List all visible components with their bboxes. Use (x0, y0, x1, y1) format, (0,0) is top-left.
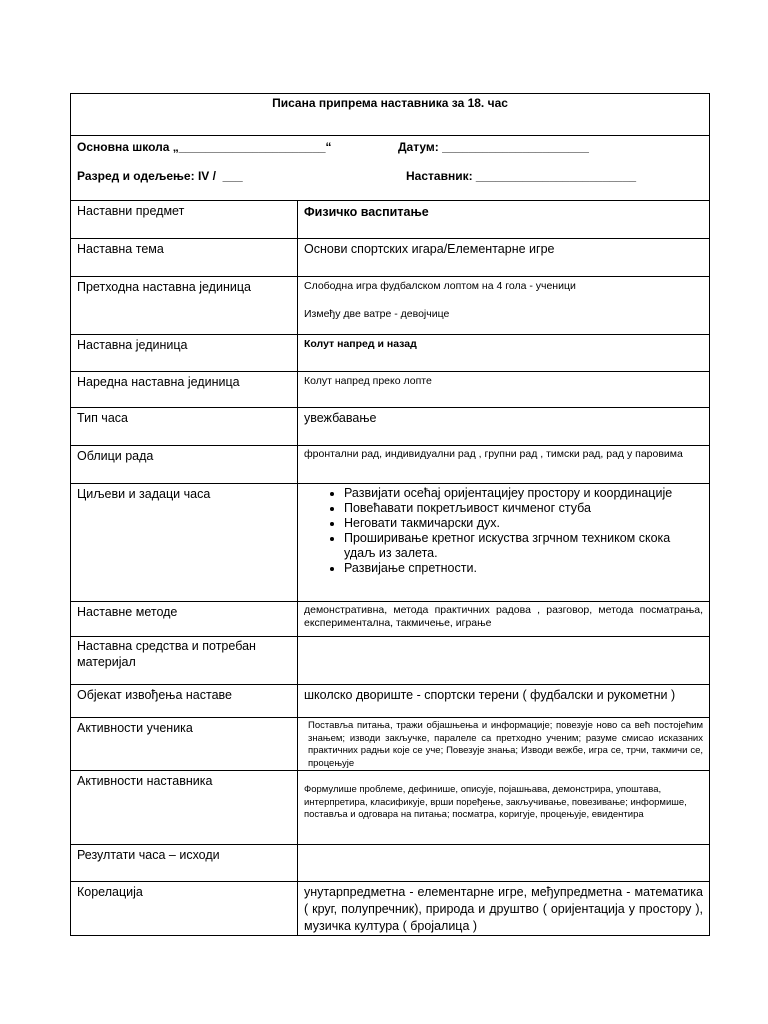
row-value: Физичко васпитање (298, 201, 710, 239)
previous-unit-line-2: Између две ватре - девојчице (304, 308, 450, 320)
header-title-cell (71, 94, 710, 136)
row-topic (71, 239, 710, 277)
row-label: Наставни предмет (71, 201, 298, 239)
row-value (298, 845, 710, 882)
row-value: Формулише проблеме, дефинише, описује, појашњава, демонстрира, упоштава, интерпретира, класификује, врши поређење, закључивање, повезивање; информише, поставља и одговара на питања; посматра, коригује, процењује, евидентира (298, 771, 710, 845)
row-label: Активности ученика (71, 718, 298, 771)
header-info-row (71, 136, 710, 201)
header-info-cell (71, 136, 710, 201)
row-location (71, 685, 710, 718)
grade-field: Разред и одељење: IV / ___ (77, 169, 243, 183)
row-value: Основи спортских игара/Елементарне игре (298, 239, 710, 277)
goal-item: • Неговати такмичарски дух. (344, 516, 703, 531)
row-value (298, 277, 710, 335)
row-value: школско двориште - спортски терени ( фудбалски и рукометни ) (298, 685, 710, 718)
lesson-plan-table (70, 93, 710, 936)
header-title-row (71, 94, 710, 136)
row-label: Наставне методе (71, 602, 298, 637)
row-label: Наставна средства и потребан материјал (71, 637, 298, 685)
row-label: Циљеви и задаци часа (71, 484, 298, 602)
row-next-unit (71, 372, 710, 408)
row-label: Претходна наставна јединица (71, 277, 298, 335)
row-label: Облици рада (71, 446, 298, 484)
row-value: демонстративна, метода практичних радова , разговор, метода посматрања, експериментална, такмичење, играње (298, 602, 710, 637)
row-previous-unit (71, 277, 710, 335)
row-materials (71, 637, 710, 685)
row-teacher-activities (71, 771, 710, 845)
row-value: Колут напред и назад (298, 335, 710, 372)
row-label: Корелација (71, 882, 298, 936)
goal-item: • Развијати осећај оријентацијеу простору и координације (344, 486, 703, 501)
row-label: Наставна тема (71, 239, 298, 277)
row-value: Поставља питања, тражи објашњења и информације; повезује ново са већ постојећим знањем; изводи закључке, паралеле са претходно ученим; разуме смисао исказаних практичних радњи које се уче; Повезује знања; Изводи вежбе, игра се, трчи, такмичи се, процењује (298, 718, 710, 771)
row-goals (71, 484, 710, 602)
row-value (298, 484, 710, 602)
page-title: Писана припрема наставника за 18. час (272, 96, 508, 110)
row-correlation (71, 882, 710, 936)
teacher-field: Наставник: ________________________ (406, 169, 637, 183)
header-line-2 (71, 169, 709, 189)
row-label: Објекат извођења наставе (71, 685, 298, 718)
row-value: увежбавање (298, 408, 710, 446)
row-student-activities (71, 718, 710, 771)
row-value: Колут напред преко лопте (298, 372, 710, 408)
school-field: Основна школа „______________________“ (77, 140, 332, 154)
row-value (298, 637, 710, 685)
row-methods (71, 602, 710, 637)
row-work-forms (71, 446, 710, 484)
row-label: Активности наставника (71, 771, 298, 845)
goal-item: • Повећавати покретљивост кичменог стуба (344, 501, 703, 516)
row-outcomes (71, 845, 710, 882)
row-label: Наставна јединица (71, 335, 298, 372)
row-value: фронтални рад, индивидуални рад , групни рад , тимски рад, рад у паровима (298, 446, 710, 484)
row-subject (71, 201, 710, 239)
row-lesson-type (71, 408, 710, 446)
goal-item: • Развијање спретности. (344, 561, 703, 576)
row-unit (71, 335, 710, 372)
header-line-1 (71, 140, 709, 160)
previous-unit-line-1: Слободна игра фудбалском лоптом на 4 гола - ученици (304, 280, 576, 292)
date-field: Датум: ______________________ (398, 140, 589, 154)
goals-list (304, 486, 703, 576)
row-label: Тип часа (71, 408, 298, 446)
row-label: Резултати часа – исходи (71, 845, 298, 882)
row-value: унутарпредметна - елементарне игре, међупредметна - математика ( круг, полупречник), природа и друштво ( оријентација у простору ), музичка култура ( бројалица ) (298, 882, 710, 936)
goal-item: • Проширивање кретног искуства згрчном техником скока удаљ из залета. (344, 531, 703, 561)
row-label: Наредна наставна јединица (71, 372, 298, 408)
